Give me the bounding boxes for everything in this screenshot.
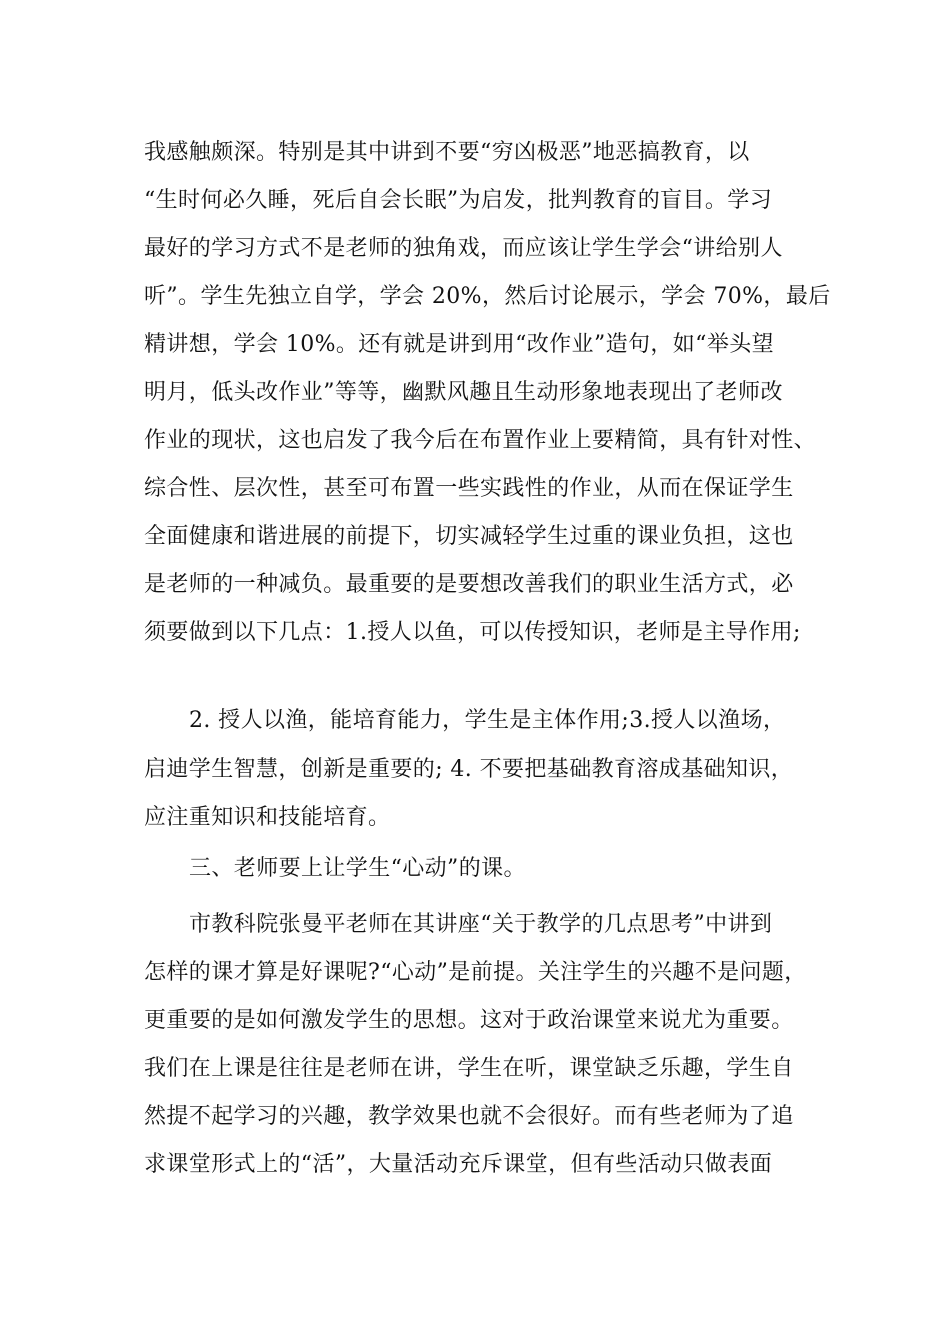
text-line: 2. 授人以渔，能培育能力，学生是主体作用;3.授人以渔场， <box>189 708 786 733</box>
text-line: 明月，低头改作业”等等，幽默风趣且生动形象地表现出了老师改 <box>144 380 783 405</box>
text-line: 精讲想，学会 10%。还有就是讲到用“改作业”造句，如“举头望 <box>144 332 775 357</box>
text-line: 启迪学生智慧，创新是重要的; 4. 不要把基础教育溶成基础知识， <box>144 757 794 782</box>
text-line: 须要做到以下几点：1.授人以鱼，可以传授知识，老师是主导作用; <box>144 620 801 645</box>
text-line: 求课堂形式上的“活”，大量活动充斥课堂，但有些活动只做表面 <box>144 1152 773 1177</box>
text-line: 是老师的一种减负。最重要的是要想改善我们的职业生活方式，必 <box>144 572 794 597</box>
text-line: 最好的学习方式不是老师的独角戏，而应该让学生学会“讲给别人 <box>144 236 783 261</box>
text-line: 作业的现状，这也启发了我今后在布置作业上要精简，具有针对性、 <box>144 428 817 453</box>
text-line: “生时何必久睡，死后自会长眠”为启发，批判教育的盲目。学习 <box>144 188 773 213</box>
text-line: 怎样的课才算是好课呢?“心动”是前提。关注学生的兴趣不是问题， <box>144 960 807 985</box>
section-heading: 三、老师要上让学生“心动”的课。 <box>189 856 526 881</box>
text-line: 全面健康和谐进展的前提下，切实减轻学生过重的课业负担，这也 <box>144 524 794 549</box>
text-line: 更重要的是如何激发学生的思想。这对于政治课堂来说尤为重要。 <box>144 1008 794 1033</box>
text-line: 听”。学生先独立自学，学会 20%，然后讨论展示，学会 70%，最后 <box>144 284 831 309</box>
text-line: 综合性、层次性，甚至可布置一些实践性的作业，从而在保证学生 <box>144 476 794 501</box>
text-line: 然提不起学习的兴趣，教学效果也就不会很好。而有些老师为了追 <box>144 1104 794 1129</box>
text-line: 市教科院张曼平老师在其讲座“关于教学的几点思考”中讲到 <box>189 912 773 937</box>
text-line: 我感触颇深。特别是其中讲到不要“穷凶极恶”地恶搞教育，以 <box>144 140 750 165</box>
text-line: 我们在上课是往往是老师在讲，学生在听，课堂缺乏乐趣，学生自 <box>144 1056 794 1081</box>
text-line: 应注重知识和技能培育。 <box>144 805 391 830</box>
